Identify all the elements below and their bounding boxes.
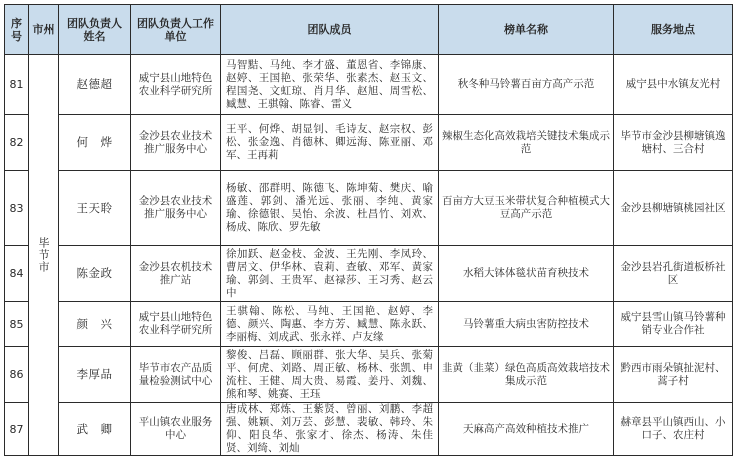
row-members: 唐成林、郑炼、王紫贤、曾丽、刘鹏、李超强、姚颖、刘万芸、彭慧、裴敏、韩玲、朱仰、阳良华、张家才、徐杰、杨涛、朱佳贤、刘绮、刘灿 xyxy=(221,403,439,456)
row-seq: 84 xyxy=(5,246,29,302)
header-list-name: 榜单名称 xyxy=(439,5,614,55)
row-location: 金沙县柳塘镇桃园社区 xyxy=(614,171,733,246)
header-row xyxy=(5,5,733,55)
row-leader: 何 烨 xyxy=(59,115,131,171)
row-seq: 81 xyxy=(5,55,29,115)
row-members: 杨敏、邵群明、陈德飞、陈坤菊、樊庆、喻盛莲、郭剑、潘光远、张丽、李纯、黄家瑜、徐德银、吴怡、余波、杜昌竹、刘欢、杨成、陈欣、罗先敏 xyxy=(221,171,439,246)
row-list-name: 百亩方大豆玉米带状复合种植模式大豆高产示范 xyxy=(439,171,614,246)
table-row xyxy=(5,55,733,115)
row-list-name: 水稻大钵体毯状苗育秧技术 xyxy=(439,246,614,302)
table-row xyxy=(5,347,733,403)
team-list-table xyxy=(4,4,733,456)
row-unit: 威宁县山地特色农业科学研究所 xyxy=(131,55,221,115)
row-leader: 武 卿 xyxy=(59,403,131,456)
row-seq: 86 xyxy=(5,347,29,403)
row-members: 王骐翰、陈松、马纯、王国艳、赵婷、李德、颜兴、陶惠、李方芳、臧慧、陈永跃、李丽梅、刘成武、张永祥、卢友缘 xyxy=(221,302,439,347)
header-location: 服务地点 xyxy=(614,5,733,55)
row-unit: 金沙县农业技术推广服务中心 xyxy=(131,115,221,171)
row-seq: 82 xyxy=(5,115,29,171)
table-row xyxy=(5,246,733,302)
row-list-name: 秋冬种马铃薯百亩方高产示范 xyxy=(439,55,614,115)
city-cell: 毕节市 xyxy=(29,55,59,456)
row-list-name: 辣椒生态化高效栽培关键技术集成示范 xyxy=(439,115,614,171)
row-unit: 平山镇农业服务中心 xyxy=(131,403,221,456)
table-row xyxy=(5,171,733,246)
row-leader: 陈金政 xyxy=(59,246,131,302)
table-row xyxy=(5,403,733,456)
row-members: 王平、何烨、胡显钊、毛诗友、赵宗权、彭松、张金逸、肖德林、卿远海、陈亚丽、邓军、王再莉 xyxy=(221,115,439,171)
header-members: 团队成员 xyxy=(221,5,439,55)
row-unit: 金沙县农机技术推广站 xyxy=(131,246,221,302)
row-unit: 威宁县山地特色农业科学研究所 xyxy=(131,302,221,347)
row-location: 赫章县平山镇西山、小口子、农庄村 xyxy=(614,403,733,456)
row-location: 毕节市金沙县柳塘镇逸塘村、三合村 xyxy=(614,115,733,171)
row-list-name: 马铃薯重大病虫害防控技术 xyxy=(439,302,614,347)
row-unit: 金沙县农业技术推广服务中心 xyxy=(131,171,221,246)
row-seq: 87 xyxy=(5,403,29,456)
row-location: 威宁县中水镇友光村 xyxy=(614,55,733,115)
row-members: 马智黠、马纯、李才盛、董恩省、李锦康、赵婷、王国艳、张荣华、张素杰、赵玉文、程国尧、文虹琼、肖月华、赵旭、周雪松、臧慧、王骐翰、陈睿、雷义 xyxy=(221,55,439,115)
row-leader: 颜 兴 xyxy=(59,302,131,347)
row-list-name: 天麻高产高效种植技术推广 xyxy=(439,403,614,456)
row-list-name: 韭黄（韭菜）绿色高质高效栽培技术集成示范 xyxy=(439,347,614,403)
header-seq: 序号 xyxy=(5,5,29,55)
header-leader: 团队负责人姓名 xyxy=(59,5,131,55)
table-row xyxy=(5,115,733,171)
row-members: 徐加跃、赵金枝、金波、王先刚、李凤玲、曹居文、伊华林、袁莉、查敏、邓军、黄家瑜、郭剑、王贵军、赵禄莎、王习秀、赵云中 xyxy=(221,246,439,302)
row-location: 黔西市雨朵镇扯泥村、蒿子村 xyxy=(614,347,733,403)
row-seq: 85 xyxy=(5,302,29,347)
row-location: 威宁县雪山镇马铃薯种销专业合作社 xyxy=(614,302,733,347)
header-unit: 团队负责人工作单位 xyxy=(131,5,221,55)
row-leader: 赵德超 xyxy=(59,55,131,115)
row-leader: 王天聆 xyxy=(59,171,131,246)
row-unit: 毕节市农产品质量检验测试中心 xyxy=(131,347,221,403)
row-seq: 83 xyxy=(5,171,29,246)
row-leader: 李厚品 xyxy=(59,347,131,403)
row-location: 金沙县岩孔街道板桥社区 xyxy=(614,246,733,302)
header-city: 市州 xyxy=(29,5,59,55)
row-members: 黎俊、吕磊、顾丽群、张大华、吴兵、张菊平、何虎、刘路、周正敏、杨林、张凯、申流柱、王健、周大贵、易霞、姜丹、刘魏、熊和琴、姚赛、王珏 xyxy=(221,347,439,403)
table-row xyxy=(5,302,733,347)
